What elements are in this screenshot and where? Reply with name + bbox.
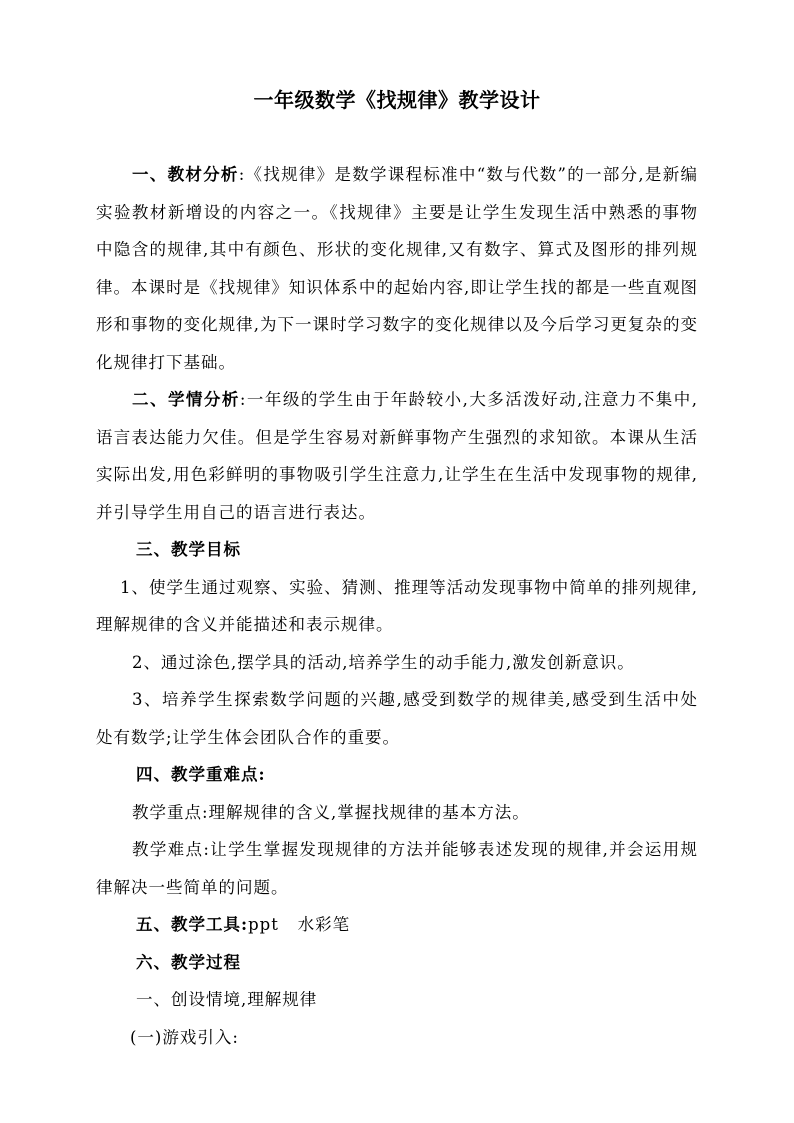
teaching-process-step-1: 一、创设情境,理解规律 — [136, 990, 318, 1009]
document-title: 一年级数学《找规律》教学设计 — [253, 88, 541, 112]
section-teaching-tools — [96, 906, 698, 944]
section-textbook-analysis — [96, 156, 698, 381]
section-textbook-analysis-heading: 一、教材分析 — [132, 165, 239, 184]
teaching-goal-1: 1、使学生通过观察、实验、猜测、推理等活动发现事物中简单的排列规律,理解规律的含义并能描述和表示规律。 — [96, 577, 698, 634]
section-student-analysis — [96, 381, 698, 531]
section-teaching-process-heading: 六、教学过程 — [136, 952, 241, 972]
difficult-point-text: 教学难点:让学生掌握发现规律的方法并能够表述发现的规律,并会运用规律解决一些简单的问题。 — [96, 840, 698, 897]
section-teaching-goals-heading: 三、教学目标 — [136, 540, 241, 559]
section-student-analysis-body: :一年级的学生由于年龄较小,大多活泼好动,注意力不集中,语言表达能力欠佳。但是学生容易对新鲜事物产生强烈的求知欲。本课从生活实际出发,用色彩鲜明的事物吸引学生注意力,让学生在生活中发现事物的规律,并引导学生用自己的语言进行表达。 — [96, 390, 699, 522]
section-student-analysis-heading: 二、学情分析 — [132, 390, 240, 409]
section-teaching-tools-heading: 五、教学工具: — [136, 915, 249, 934]
teaching-goal-2: 2、通过涂色,摆学具的活动,培养学生的动手能力,激发创新意识。 — [132, 652, 635, 672]
section-textbook-analysis-body: :《找规律》是数学课程标准中“数与代数”的一部分,是新编实验教材新增设的内容之一。《找规律》主要是让学生发现生活中熟悉的事物中隐含的规律,其中有颜色、形状的变化规律,又有数字、算式及图形的排列规律。本课时是《找规律》知识体系中的起始内容,即让学生找的都是一些直观图形和事物的变化规律,为下一课时学习数字的变化规律以及今后学习更复杂的变化规律打下基础。 — [96, 165, 698, 372]
teaching-tools-list: ppt 水彩笔 — [248, 915, 351, 934]
teaching-process-step-1-sub: (一)游戏引入: — [130, 1027, 239, 1047]
section-key-points-heading: 四、教学重难点: — [136, 765, 266, 784]
key-point-text: 教学重点:理解规律的含义,掌握找规律的基本方法。 — [132, 802, 530, 822]
teaching-goal-3: 3、培养学生探索数学问题的兴趣,感受到数学的规律美,感受到生活中处处有数学;让学生体会团队合作的重要。 — [96, 690, 698, 747]
